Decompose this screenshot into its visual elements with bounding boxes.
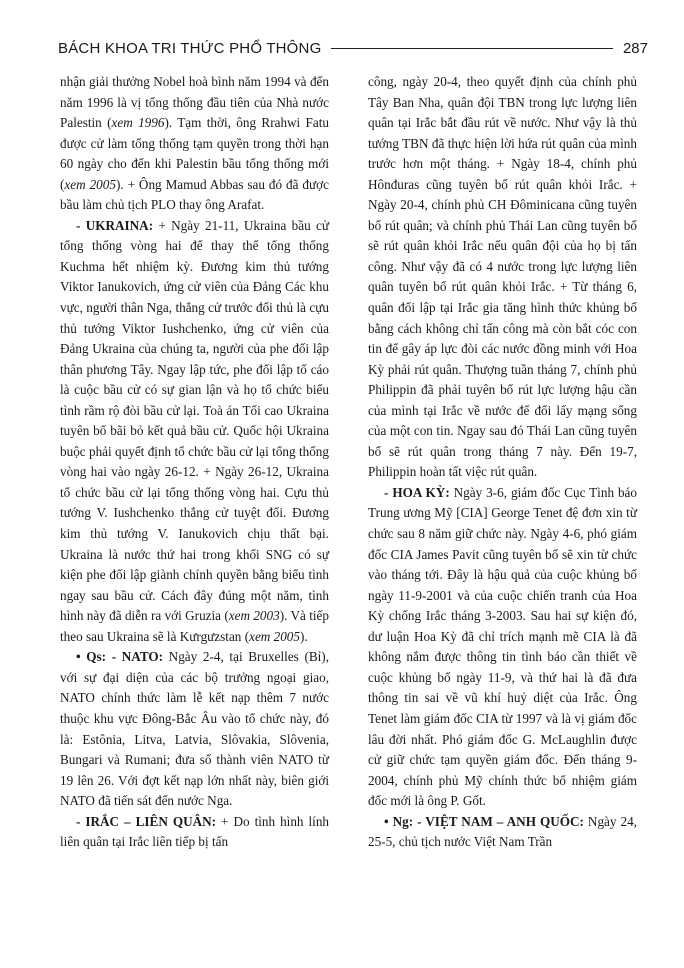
book-title: BÁCH KHOA TRI THỨC PHỔ THÔNG <box>58 39 322 57</box>
text-run: Ngày 2-4, tại Bruxelles (Bỉ), với sự đại diện của các bộ trưởng ngoại giao, NATO chính thức làm lễ kết nạp thêm 7 nước thuộc khu vực Đông-Bắc Âu vào tổ chức này, đó là: Estônia, Litva, Latvia, Slôvakia, Slôvenia, Bungari và Rumani; đưa số thành viên NATO từ 19 lên 26. Với đợt kết nạp lớn nhất này, biên giới NATO đã tiến sát đến nước Nga. <box>60 649 329 809</box>
paragraph-irac-lien-quan <box>60 812 329 853</box>
text-run: + Do tình hình lính liên quân tại Irắc liên tiếp bị tấn <box>60 813 330 850</box>
text-run: ). <box>300 628 308 644</box>
paragraph-hoa-ky <box>368 483 637 812</box>
entry-heading: • Ng: - VIỆT NAM – ANH QUỐC: <box>384 813 584 829</box>
paragraph-nato <box>60 647 329 811</box>
entry-heading: • Qs: - NATO: <box>76 649 164 665</box>
text-run: ). Và tiếp theo sau Ukraina sẽ là Kưrgưzstan ( <box>60 608 329 644</box>
paragraph-palestine <box>60 72 329 216</box>
cross-reference: xem 1996 <box>111 115 165 131</box>
text-run: ). + Ông Mamud Abbas sau đó đã được bầu làm chủ tịch PLO thay ông Arafat. <box>60 176 329 213</box>
paragraph-irac-continued <box>368 72 637 483</box>
text-run: Ngày 24, 25-5, chủ tịch nước Việt Nam Trần <box>368 813 637 850</box>
text-run: nhận giải thưởng Nobel hoà bình năm 1994 và đến năm 1996 là vị tổng thống đầu tiên của Nhà nước Palestin ( <box>60 74 329 131</box>
text-run: công, ngày 20-4, theo quyết định của chính phủ Tây Ban Nha, quân đội TBN trong lực lượng liên quân tại Irắc bắt đầu rút về nước. Như vậy là thủ tướng TBN đã thực hiện lời hứa rút quân của mình trước hơn một tháng. + Ngày 18-4, chính phủ Hônđuras cũng tuyên bố rút quân khỏi Irắc. + Ngày 20-4, chính phủ CH Đôminicana cũng tuyên bố rút quân; và chính phủ Thái Lan cũng tuyên bố sẽ rút quân khỏi Irắc nếu quân đội của họ bị tấn công. Như vậy đã có 4 nước trong lực lượng liên quân tuyên bố rút quân khỏi Irắc. + Từ tháng 6, quân đối lập tại Irắc gia tăng hình thức khủng bố bằng cách không chỉ tấn công mà còn bắt cóc con tin để gây áp lực đòi các nước đồng minh với Hoa Kỳ phải rút quân. Thượng tuần tháng 7, chính phủ Philippin đã phải tuyên bố rút lực lượng hậu cần của mình tại Irắc về nước để đổi lấy mạng sống của một con tin. Ngay sau đó Thái Lan cũng tuyên bố sẽ rút quân trong tháng 7 này. Đến 19-7, Philippin hoàn tất việc rút quân. <box>368 74 637 480</box>
text-run: + Ngày 21-11, Ukraina bầu cử tổng thống vòng hai để thay thế tổng thống Kuchma hết nhiệm kỳ. Đương kim thủ tướng Viktor Ianukovich, ứng cử viên của Đảng Các khu vực, người thân Nga, thắng cử trước đối thủ là cựu thủ tướng Viktor Iushchenko, ứng cử viên của Đảng Ukraina của chúng ta, người của phe đối lập thân phương Tây. Ngay lập tức, phe đối lập tố cáo là cuộc bầu cử có sự gian lận và họ tổ chức biểu tình rầm rộ đòi bầu cử lại. Toà án Tối cao Ukraina tuyên bố bãi bỏ kết quả bầu cử. Quốc hội Ukraina buộc phải quyết định tổ chức bầu cử lại tổng thống vòng hai vào ngày 26-12. + Ngày 26-12, Ukraina tổ chức bầu cử lại tổng thống vòng hai. Cựu thủ tướng V. Iushchenko thắng cử tuyệt đối. Đương kim thủ tướng V. Ianukovich chịu thất bại. Ukraina là nước thứ hai trong khối SNG có sự kiện phe đối lập giành chính quyền bằng biểu tình ngay sau bầu cử. Cách đây đúng một năm, tình hình này đã diễn ra với Gruzia ( <box>60 217 329 624</box>
text-run: Ngày 3-6, giám đốc Cục Tình báo Trung ương Mỹ [CIA] George Tenet đệ đơn xin từ chức sau 8 năm giữ chức này. Ngày 4-6, phó giám đốc CIA James Pavit cũng tuyên bố sẽ xin từ chức vào tháng tới. Đây là hậu quả của cuộc khủng bố ngày 11-9-2001 và của cuộc chiến tranh của Hoa Kỳ chống Irắc tháng 3-2003. Sau hai sự kiện đó, dư luận Hoa Kỳ đã chỉ trích mạnh mẽ CIA là đã không nắm được thông tin tình báo cần thiết về cuộc khủng bố ngày 11-9, và thứ hai là đã đưa thông tin sai về vũ khí huỷ diệt của Irắc. Ông Tenet làm giám đốc CIA từ 1997 và là vị giám đốc lâu đời nhất. Phó giám đốc G. McLaughlin được cử giữ chức tạm quyền giám đốc. Đến tháng 9-2004, chính phủ Mỹ chính thức bổ nhiệm giám đốc mới là ông P. Gốt. <box>368 484 638 809</box>
text-run: ). Tạm thời, ông Rrahwi Fatu được cử làm tổng thống tạm quyền trong thời hạn 60 ngày cho đến khi Palestin bầu tổng thống mới ( <box>60 115 330 192</box>
running-header <box>58 38 648 58</box>
page-number: 287 <box>622 39 648 57</box>
right-column <box>368 72 637 853</box>
header-rule <box>331 48 613 49</box>
entry-heading: - HOA KỲ: <box>384 484 450 500</box>
cross-reference: xem 2005 <box>64 176 116 192</box>
cross-reference: xem 2005 <box>249 628 300 644</box>
paragraph-ukraina <box>60 216 329 647</box>
entry-heading: - IRẮC – LIÊN QUÂN: <box>76 813 217 829</box>
left-column <box>60 72 329 853</box>
entry-heading: - UKRAINA: <box>76 217 154 233</box>
cross-reference: xem 2003 <box>228 608 280 624</box>
paragraph-viet-nam-anh-quoc <box>368 812 637 853</box>
